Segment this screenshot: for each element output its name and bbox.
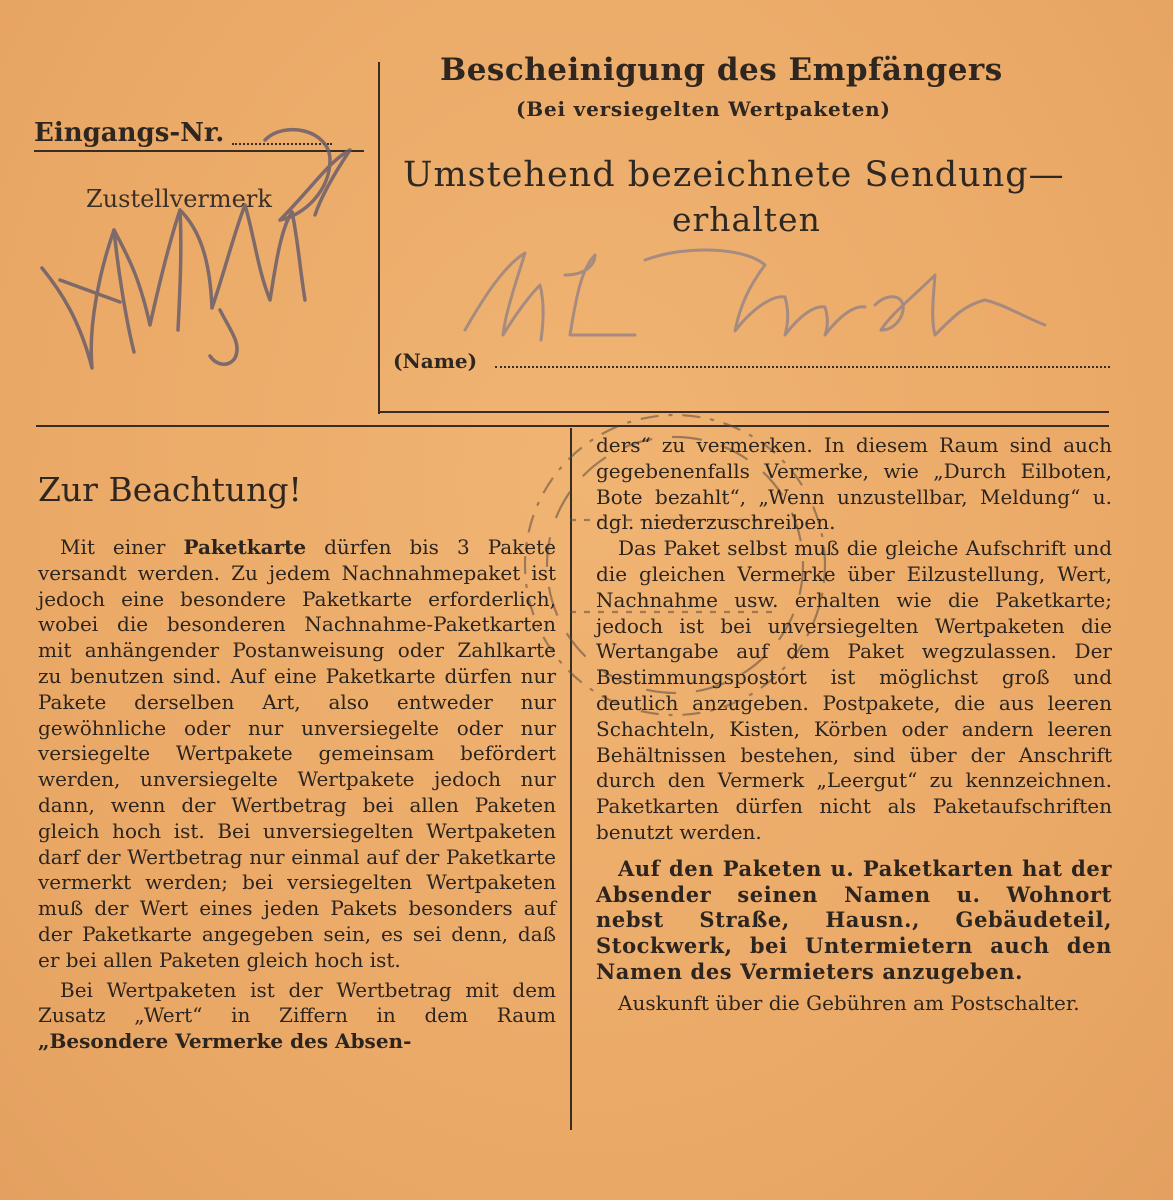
notice-right-paragraph-1: ders“ zu vermerken. In diesem Raum sind auch gegebenenfalls Vermerke, wie „Durch Eilboten, Bote bezahlt“, „Wenn unzustellbar, Meldung“ u. dgl. niederzuschreiben. bbox=[596, 433, 1112, 535]
recipient-signature bbox=[445, 235, 1065, 355]
notice-right-column bbox=[596, 433, 1112, 1017]
name-signature-line bbox=[495, 366, 1110, 368]
notice-left-column bbox=[38, 535, 556, 1055]
shipment-line: Umstehend bezeichnete Sendung— bbox=[403, 155, 1065, 195]
notice-paragraph-1 bbox=[38, 535, 556, 974]
notice-p2-body: Bei Wertpaketen ist der Wertbetrag mit dem Zusatz „Wert“ in Ziffern in dem Raum bbox=[38, 977, 556, 1028]
notice-p1-keyword: Paketkarte bbox=[183, 535, 307, 559]
header-divider-vertical bbox=[378, 62, 380, 414]
name-label: (Name) bbox=[393, 349, 478, 373]
notice-right-paragraph-2: Das Paket selbst muß die gleiche Aufschrift und die gleichen Vermerke über Eilzustellung, Wert, Nachnahme usw. erhalten wie die Paketkarte; jedoch ist bei unversiegelten Wertpaketen die Wertangabe auf dem Paket wegzulassen. Der Bestimmungspostort ist möglichst groß und deutlich anzugeben. Postpakete, die aus leeren Schachteln, Kisten, Körben oder andern leeren Behältnissen bestehen, sind über der Anschrift durch den Vermerk „Leergut“ zu kennzeichnen. Paketkarten dürfen nicht als Paketaufschriften benutzt werden. bbox=[596, 536, 1112, 844]
eingang-label: Eingangs-Nr. bbox=[34, 118, 225, 148]
notice-paragraph-2 bbox=[38, 978, 556, 1055]
notice-right-paragraph-4: Auskunft über die Gebühren am Postschalter. bbox=[618, 990, 1080, 1015]
notice-title: Zur Beachtung! bbox=[38, 470, 302, 509]
notice-p2-keyword: „Besondere Vermerke des Absen- bbox=[38, 1029, 412, 1054]
receipt-title: Bescheinigung des Empfängers bbox=[440, 52, 1003, 88]
receipt-subtitle: (Bei versiegelten Wertpaketen) bbox=[516, 97, 891, 121]
notice-right-paragraph-3: Auf den Paketen u. Paketkarten hat der Absender seinen Namen u. Wohnort nebst Straße, Hausn., Gebäudeteil, Stockwerk, bei Untermietern auch den Namen des Vermieters anzugeben. bbox=[596, 855, 1112, 984]
pencil-scribble-delivery bbox=[30, 120, 370, 390]
received-line: erhalten bbox=[672, 200, 821, 239]
notice-p1-body: dürfen bis 3 Pakete versandt werden. Zu jedem Nachnahmepaket ist jedoch eine besondere Paketkarte erforderlich, wobei die besonderen Nachnahme-Paketkarten mit anhängender Postanweisung oder Zahlkarte zu benutzen sind. Auf eine Paketkarte dürfen nur Pakete derselben Art, also entweder nur gewöhnliche oder nur unversiegelte oder nur versiegelte Wertpakete gemeinsam befördert werden, unversiegelte Wertpakete jedoch nur dann, wenn der Wertbetrag bei allen Paketen gleich hoch ist. Bei unversiegelten Wertpaketen darf der Wertbetrag nur einmal auf der Paketkarte vermerkt werden; bei versiegelten Wertpaketen muß der Wert eines jeden Pakets besonders auf der Paketkarte angegeben sein, es sei denn, daß er bei allen Paketen gleich hoch ist. bbox=[38, 535, 557, 972]
notice-p1-intro: Mit einer bbox=[60, 535, 184, 559]
zustell-label: Zustellvermerk bbox=[86, 185, 272, 213]
